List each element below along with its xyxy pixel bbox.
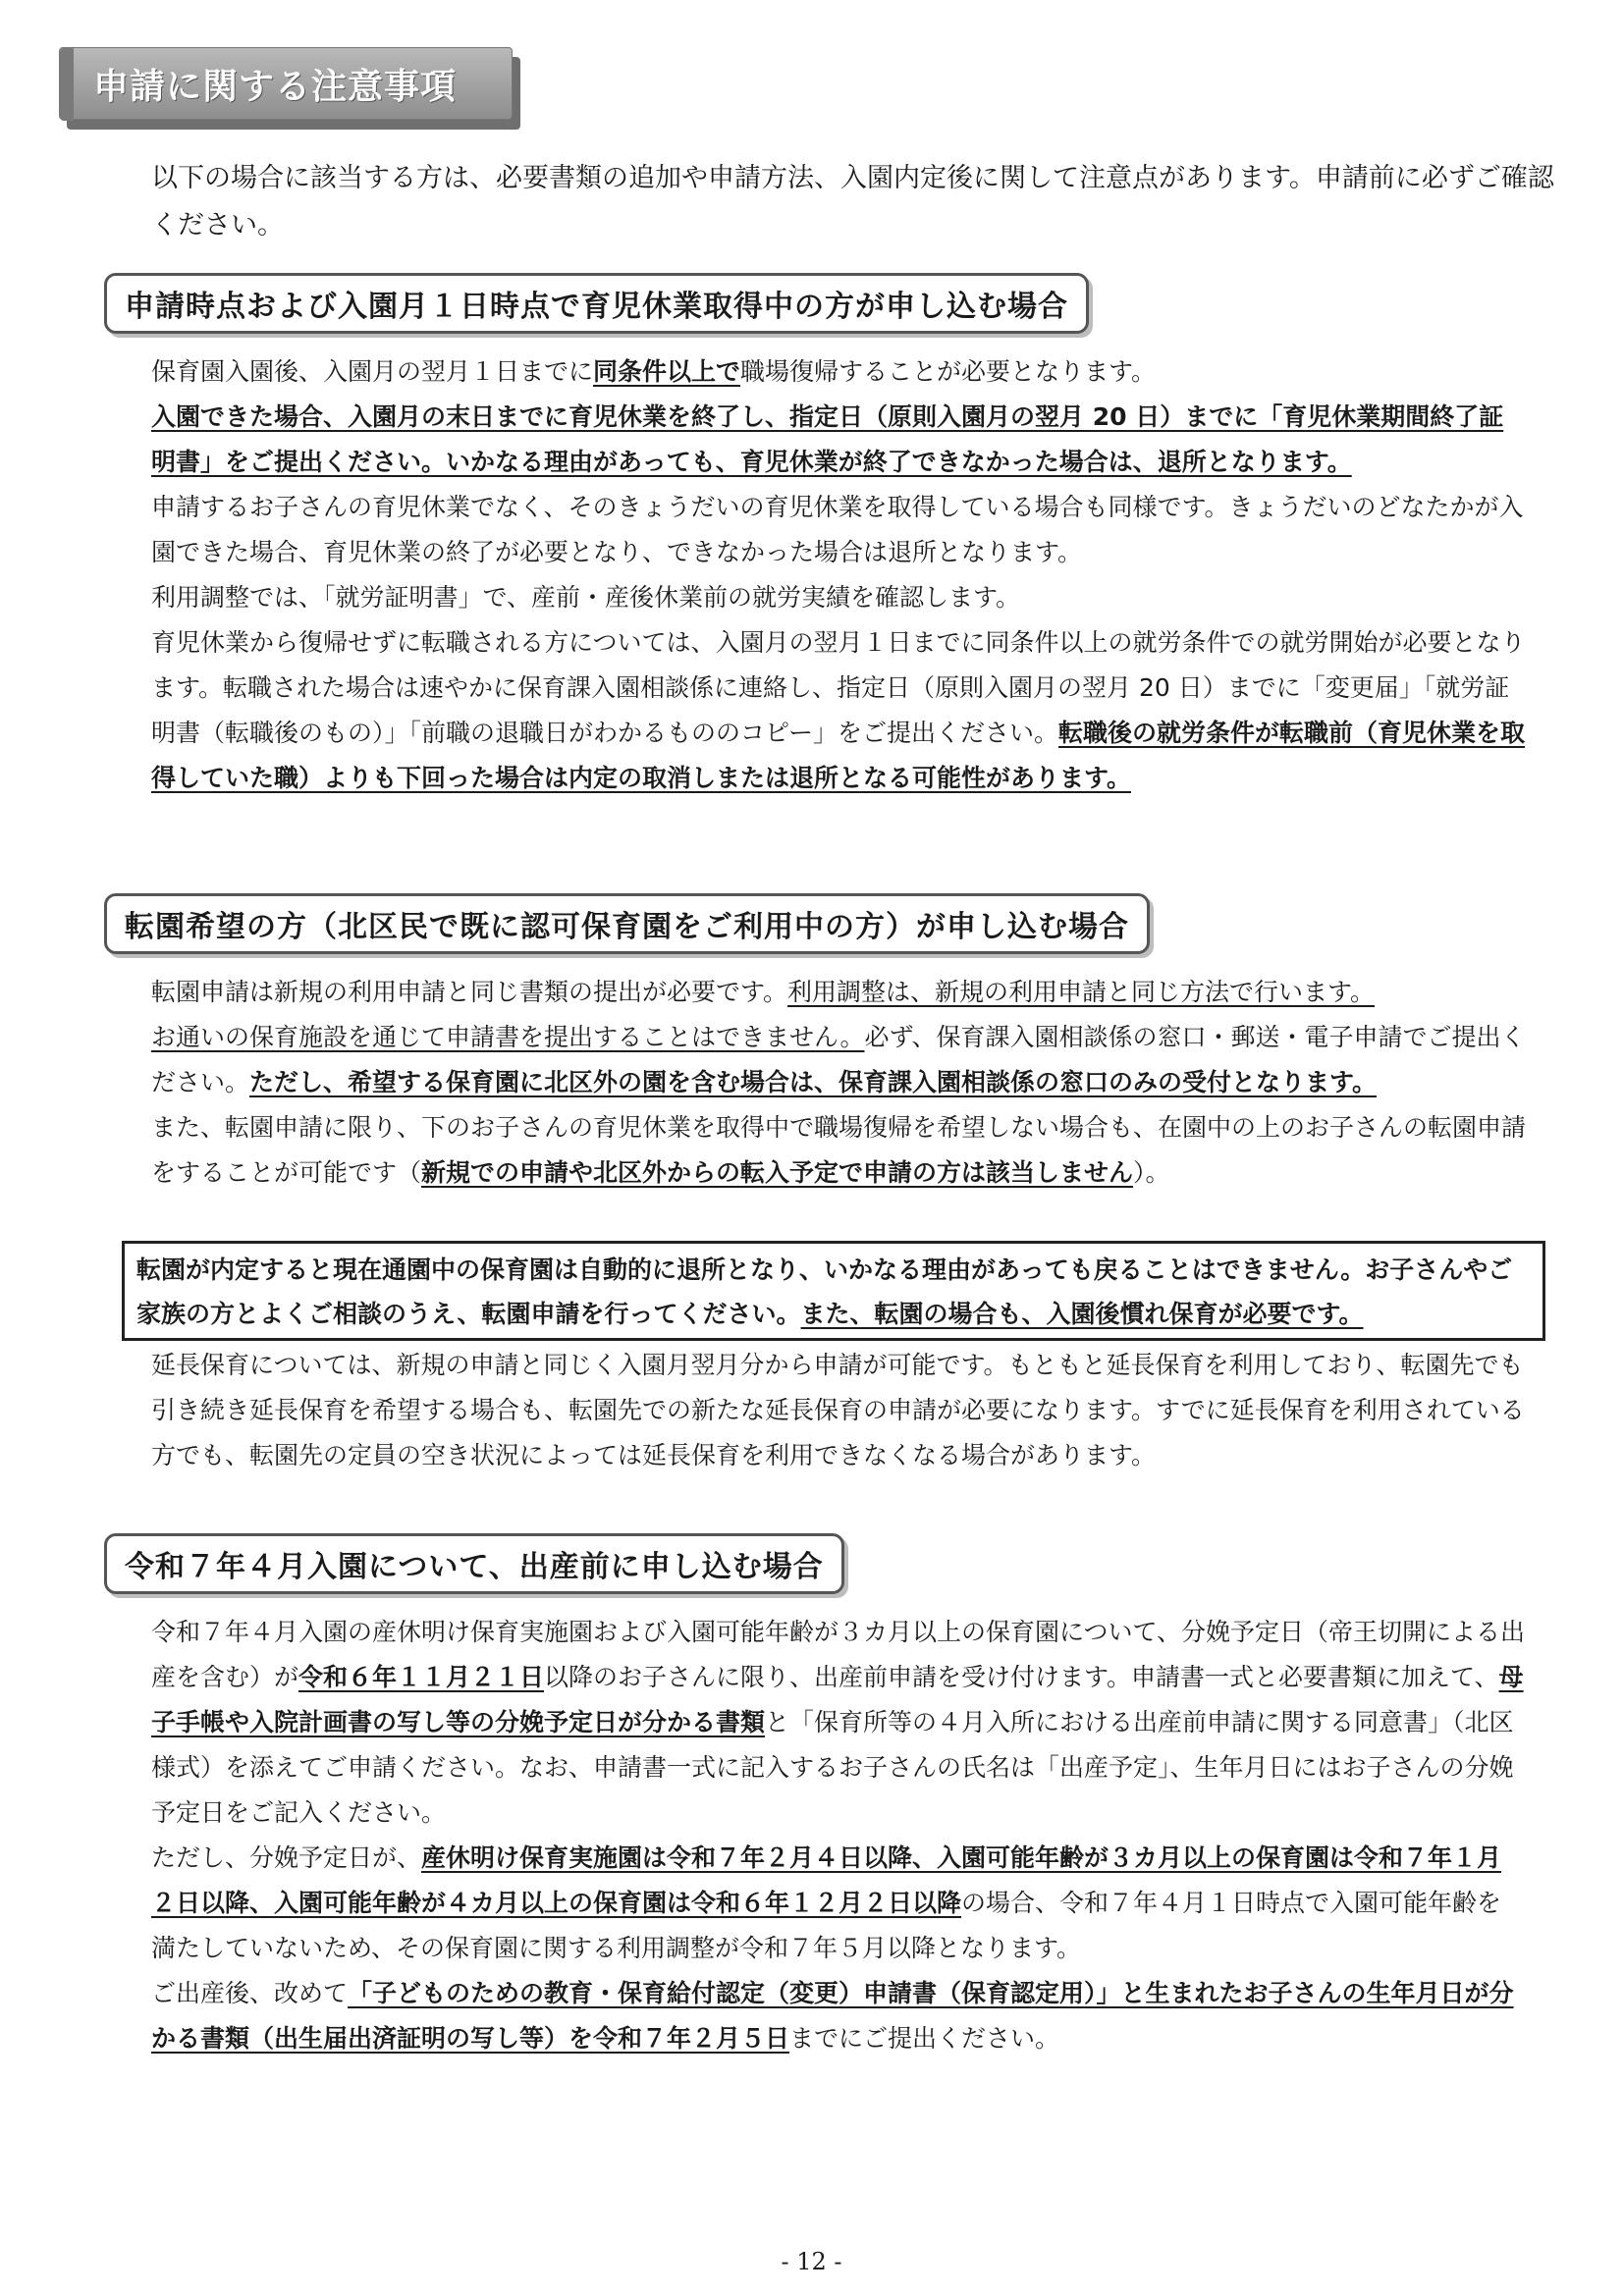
paragraph: 延長保育については、新規の申請と同じく入園月翌月分から申請が可能です。もともと延長保育を利用しており、転園先でも引き続き延長保育を希望する場合も、転園先での新たな延長保育の申請が必要になります。すでに延長保育を利用されている方でも、転園先の定員の空き状況によっては延長保育を利用できなくなる場合があります。 xyxy=(151,1351,1525,1469)
heading-childcare-leave xyxy=(104,273,1089,334)
page-number: - 12 - xyxy=(781,2248,842,2275)
notice-text: 転園が内定すると現在通園中の保育園は自動的に退所となり、いかなる理由があっても戻ることはできません。お子さんやご家族の方とよくご相談のうえ、転園申請を行ってください。 xyxy=(136,1255,1513,1328)
underlined-text: 入園できた場合、入園月の末日までに育児休業を終了し、指定日（原則入園月の翌月 20 日）までに「育児休業期間終了証明書」をご提出ください。いかなる理由があっても、育児休業が終了できなかった場合は、退所となります。 xyxy=(151,402,1504,476)
paragraph xyxy=(122,485,1526,575)
text: 令和７年４月入園の産休明け保育実施園および入園可能年齢が３カ月以上の保育園について、分娩予定日（帝王切開による出産を含む）が xyxy=(151,1618,1526,1691)
heading-prenatal xyxy=(104,1533,844,1594)
heading-text: 令和７年４月入園について、出産前に申し込む場合 xyxy=(125,1550,824,1584)
text: 利用調整では、「就労証明書」で、産前・産後休業前の就労実績を確認します。 xyxy=(151,583,1021,612)
text: 育児休業から復帰せずに転職される方については、入園月の翌月１日までに同条件以上の就労条件での就労開始が必要となります。転職された場合は速やかに保育課入園相談係に連絡し、指定日（原則入園月の翌月 20 日）までに「変更届」「就労証明書（転職後のもの）」「前職の退職日がわかるもののコピー」をご提出ください。 xyxy=(151,628,1526,747)
underlined-text: お通いの保育施設を通じて申請書を提出することはできません。 xyxy=(151,1023,865,1051)
intro-paragraph: 以下の場合に該当する方は、必要書類の追加や申請方法、入園内定後に関して注意点があります。申請前に必ずご確認ください。 xyxy=(151,163,1554,240)
text: 申請するお子さんの育児休業でなく、そのきょうだいの育児休業を取得している場合も同様です。きょうだいのどなたかが入園できた場合、育児休業の終了が必要となり、できなかった場合は退所となります。 xyxy=(151,493,1524,566)
underlined-text: 同条件以上で xyxy=(593,357,741,386)
text: 保育園入園後、入園月の翌月１日までに xyxy=(151,357,594,386)
underlined-text: 利用調整は、新規の利用申請と同じ方法で行います。 xyxy=(787,978,1376,1006)
section2-body xyxy=(122,970,1526,1196)
underlined-text: ただし、希望する保育園に北区外の園を含む場合は、保育課入園相談係の窓口のみの受付となります。 xyxy=(249,1068,1378,1096)
paragraph xyxy=(122,575,1526,620)
heading-text: 申請時点および入園月１日時点で育児休業取得中の方が申し込む場合 xyxy=(125,290,1068,324)
text: 必ず、保育課入園相談係の窓口・郵送・電子申請でご提出ください。 xyxy=(151,1023,1526,1096)
notice-box xyxy=(122,1241,1545,1341)
text: 転園申請は新規の利用申請と同じ書類の提出が必要です。 xyxy=(151,978,788,1006)
text: 以降のお子さんに限り、出産前申請を受け付けます。申請書一式と必要書類に加えて、 xyxy=(544,1663,1499,1691)
heading-transfer xyxy=(104,893,1150,954)
underlined-text: 産休明け保育実施園は令和７年２月４日以降、入園可能年齢が３カ月以上の保育園は令和７年１月２日以降、入園可能年齢が４カ月以上の保育園は令和６年１２月２日以降 xyxy=(151,1843,1502,1917)
section3-body xyxy=(122,1610,1526,2061)
text: ただし、分娩予定日が、 xyxy=(151,1843,422,1872)
underlined-text: 新規での申請や北区外からの転入予定で申請の方は該当しません xyxy=(421,1158,1134,1187)
paragraph xyxy=(122,395,1526,485)
heading-text: 転園希望の方（北区民で既に認可保育園をご利用中の方）が申し込む場合 xyxy=(125,910,1129,944)
paragraph xyxy=(122,620,1526,801)
banner-tab xyxy=(60,48,74,121)
paragraph xyxy=(122,1836,1526,1971)
paragraph xyxy=(122,1971,1526,2061)
underlined-text: 転職後の就労条件が転職前（育児休業を取得していた職）よりも下回った場合は内定の取消しまたは退所となる可能性があります。 xyxy=(151,719,1526,792)
notice-underlined-text: また、転園の場合も、入園後慣れ保育が必要です。 xyxy=(800,1300,1364,1328)
text: の場合、令和７年４月１日時点で入園可能年齢を満たしていないため、その保育園に関する利用調整が令和７年５月以降となります。 xyxy=(151,1889,1502,1962)
paragraph xyxy=(122,1610,1526,1836)
text: ご出産後、改めて xyxy=(151,1979,349,2007)
underlined-text: 母子手帳や入院計画書の写し等の分娩予定日が分かる書類 xyxy=(151,1663,1524,1736)
paragraph xyxy=(122,1105,1526,1196)
paragraph xyxy=(122,1015,1526,1105)
paragraph xyxy=(122,970,1526,1015)
banner-title xyxy=(59,47,513,120)
text: までにご提出ください。 xyxy=(789,2024,1060,2053)
section1-body xyxy=(122,349,1526,801)
extended-care-paragraph xyxy=(122,1343,1526,1478)
text: ）。 xyxy=(1133,1158,1170,1187)
text: 職場復帰することが必要となります。 xyxy=(740,357,1157,386)
text: また、転園申請に限り、下のお子さんの育児休業を取得中で職場復帰を希望しない場合も、在園中の上のお子さんの転園申請をすることが可能です（ xyxy=(151,1113,1527,1187)
underlined-text: 「子どものための教育・保育給付認定（変更）申請書（保育認定用）」と生まれたお子さんの生年月日が分かる書類（出生届出済証明の写し等）を令和７年２月５日 xyxy=(151,1979,1514,2053)
text: と「保育所等の４月入所における出産前申請に関する同意書」（北区様式）を添えてご申請ください。なお、申請書一式に記入するお子さんの氏名は「出産予定」、生年月日にはお子さんの分娩予定日をご記入ください。 xyxy=(151,1708,1514,1827)
section-banner xyxy=(59,47,520,132)
paragraph xyxy=(122,349,1526,395)
banner-text: 申請に関する注意事項 xyxy=(93,66,458,107)
underlined-text: 令和６年１１月２１日 xyxy=(298,1663,545,1691)
